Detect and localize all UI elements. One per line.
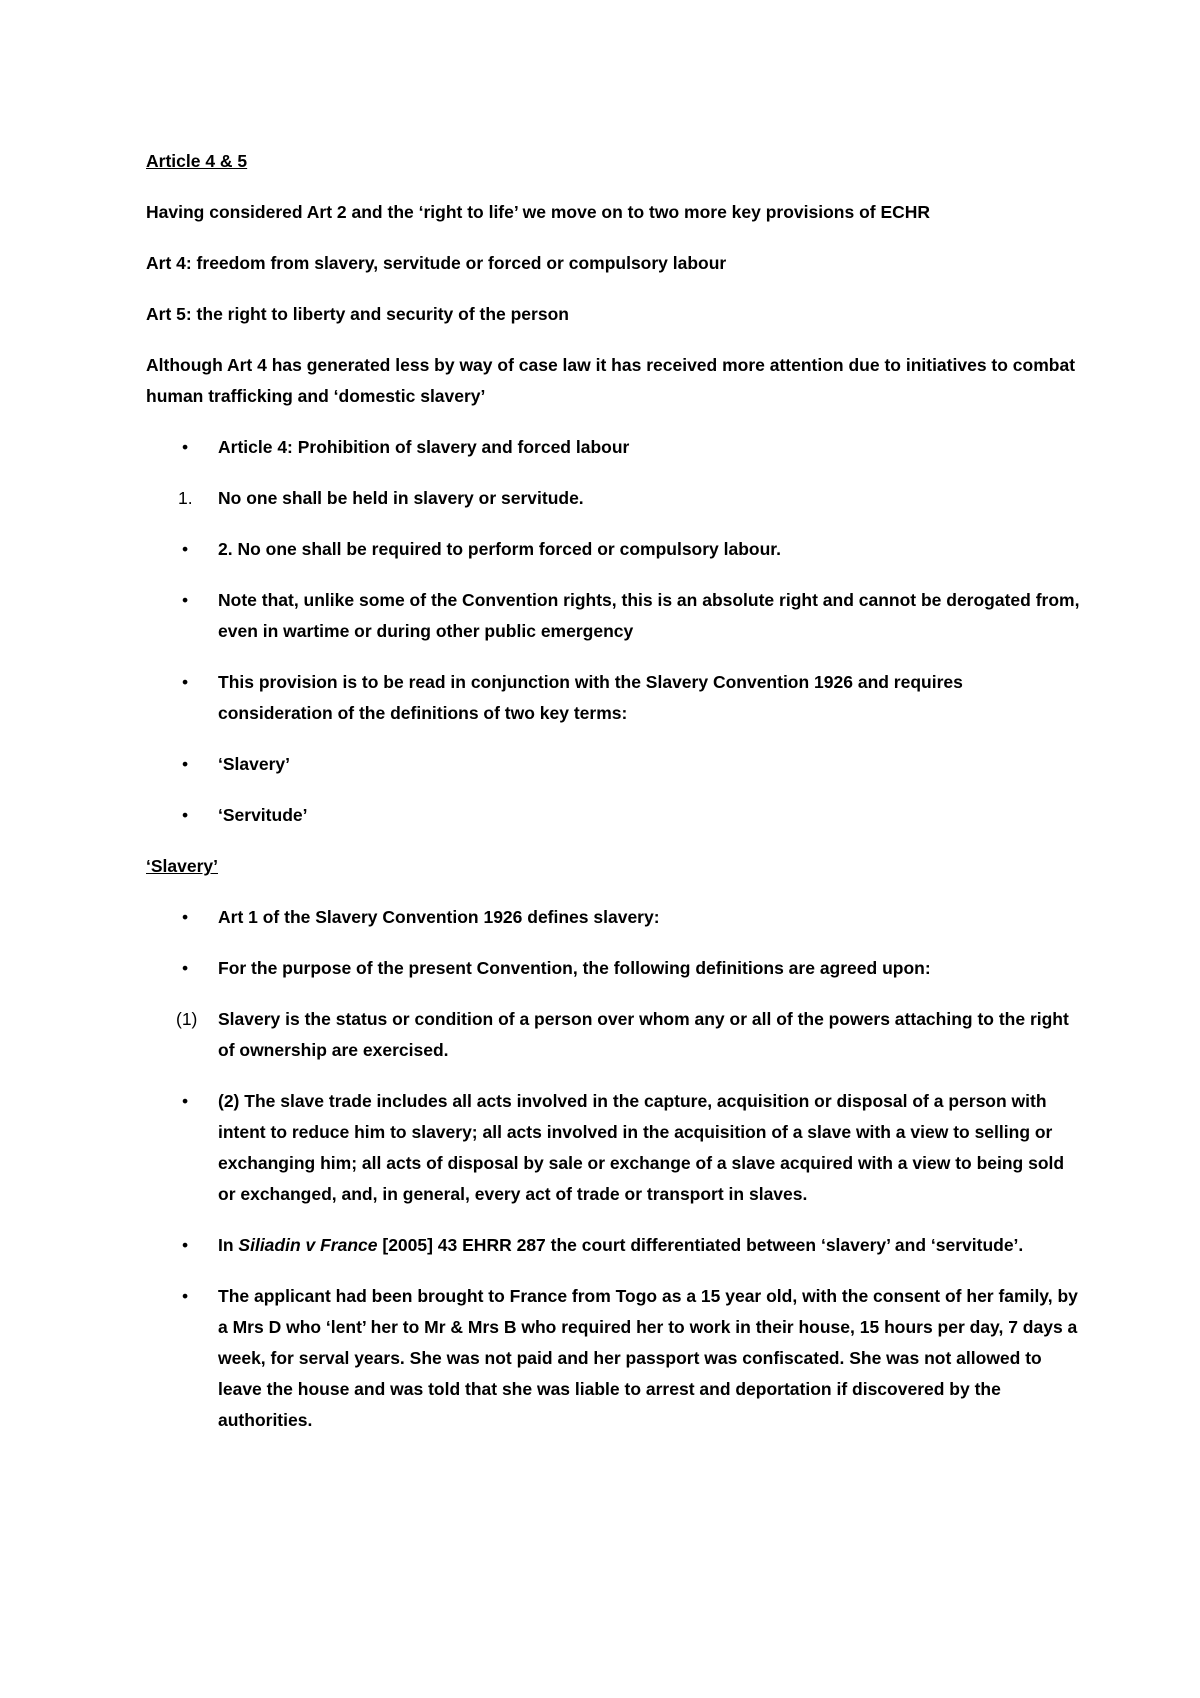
list-item [146, 667, 1080, 729]
list-item [146, 800, 1080, 831]
list-item-text: This provision is to be read in conjunction with the Slavery Convention 1926 and requires consideration of the definitions of two key terms: [218, 672, 963, 723]
although-paragraph: Although Art 4 has generated less by way of case law it has received more attention due to initiatives to combat human trafficking and ‘domestic slavery’ [146, 355, 1076, 406]
list-item-text: No one shall be held in slavery or servitude. [218, 488, 584, 508]
list-item [146, 953, 1080, 984]
siliadin-post: [2005] 43 EHRR 287 the court differentiated between ‘slavery’ and ‘servitude’. [377, 1235, 1024, 1255]
list-item-text: Article 4: Prohibition of slavery and forced labour [218, 437, 630, 457]
bullet-marker: • [182, 1091, 189, 1111]
siliadin-pre: In [218, 1235, 239, 1255]
bullet-marker: • [182, 590, 189, 610]
case-name: Siliadin v France [238, 1235, 378, 1255]
bullet-marker: • [182, 958, 189, 978]
art5-paragraph: Art 5: the right to liberty and security of the person [146, 304, 569, 324]
bullet-marker: • [182, 1286, 189, 1306]
list-item-siliadin [146, 1230, 1080, 1261]
bullet-marker: • [182, 907, 189, 927]
list-item [146, 902, 1080, 933]
list-item [146, 534, 1080, 565]
number-marker: (1) [176, 1009, 198, 1029]
list-item-text: ‘Servitude’ [218, 805, 308, 825]
art4-paragraph: Art 4: freedom from slavery, servitude or forced or compulsory labour [146, 253, 727, 273]
list-slavery [146, 902, 1080, 1436]
slavery-heading: ‘Slavery’ [146, 856, 218, 876]
number-marker: 1. [178, 488, 193, 508]
list-item-text: (2) The slave trade includes all acts involved in the capture, acquisition or disposal of a person with intent to reduce him to slavery; all acts involved in the acquisition of a slave with a view to selling or exchanging him; all acts of disposal by sale or exchange of a slave acquired with a view to being sold or exchanged, and, in general, every act of trade or transport in slaves. [218, 1091, 1065, 1204]
bullet-marker: • [182, 672, 189, 692]
bullet-marker: • [182, 437, 189, 457]
list-item-text: Note that, unlike some of the Convention rights, this is an absolute right and cannot be derogated from, even in wartime or during other public emergency [218, 590, 1080, 641]
list-item-applicant [146, 1281, 1080, 1436]
intro-paragraph: Having considered Art 2 and the ‘right to life’ we move on to two more key provisions of ECHR [146, 202, 931, 222]
list-item-text: Slavery is the status or condition of a person over whom any or all of the powers attaching to the right of ownership are exercised. [218, 1009, 1069, 1060]
list-item [146, 483, 1080, 514]
list-item [146, 432, 1080, 463]
list-article4 [146, 432, 1080, 831]
list-item [146, 585, 1080, 647]
list-item [146, 1086, 1080, 1210]
list-item-text: ‘Slavery’ [218, 754, 290, 774]
list-item [146, 1004, 1080, 1066]
bullet-marker: • [182, 754, 189, 774]
list-item-text: For the purpose of the present Convention, the following definitions are agreed upon: [218, 958, 931, 978]
list-item-text: 2. No one shall be required to perform forced or compulsory labour. [218, 539, 782, 559]
list-item-text: Art 1 of the Slavery Convention 1926 defines slavery: [218, 907, 660, 927]
list-item-text: The applicant had been brought to France from Togo as a 15 year old, with the consent of her family, by a Mrs D who ‘lent’ her to Mr & Mrs B who required her to work in their house, 15 hours per day, 7 days a week, for serval years. She was not paid and her passport was confiscated. She was not allowed to leave the house and was told that she was liable to arrest and deportation if discovered by the authorities. [218, 1286, 1078, 1430]
bullet-marker: • [182, 805, 189, 825]
doc-title: Article 4 & 5 [146, 151, 248, 171]
list-item [146, 749, 1080, 780]
bullet-marker: • [182, 539, 189, 559]
bullet-marker: • [182, 1235, 189, 1255]
